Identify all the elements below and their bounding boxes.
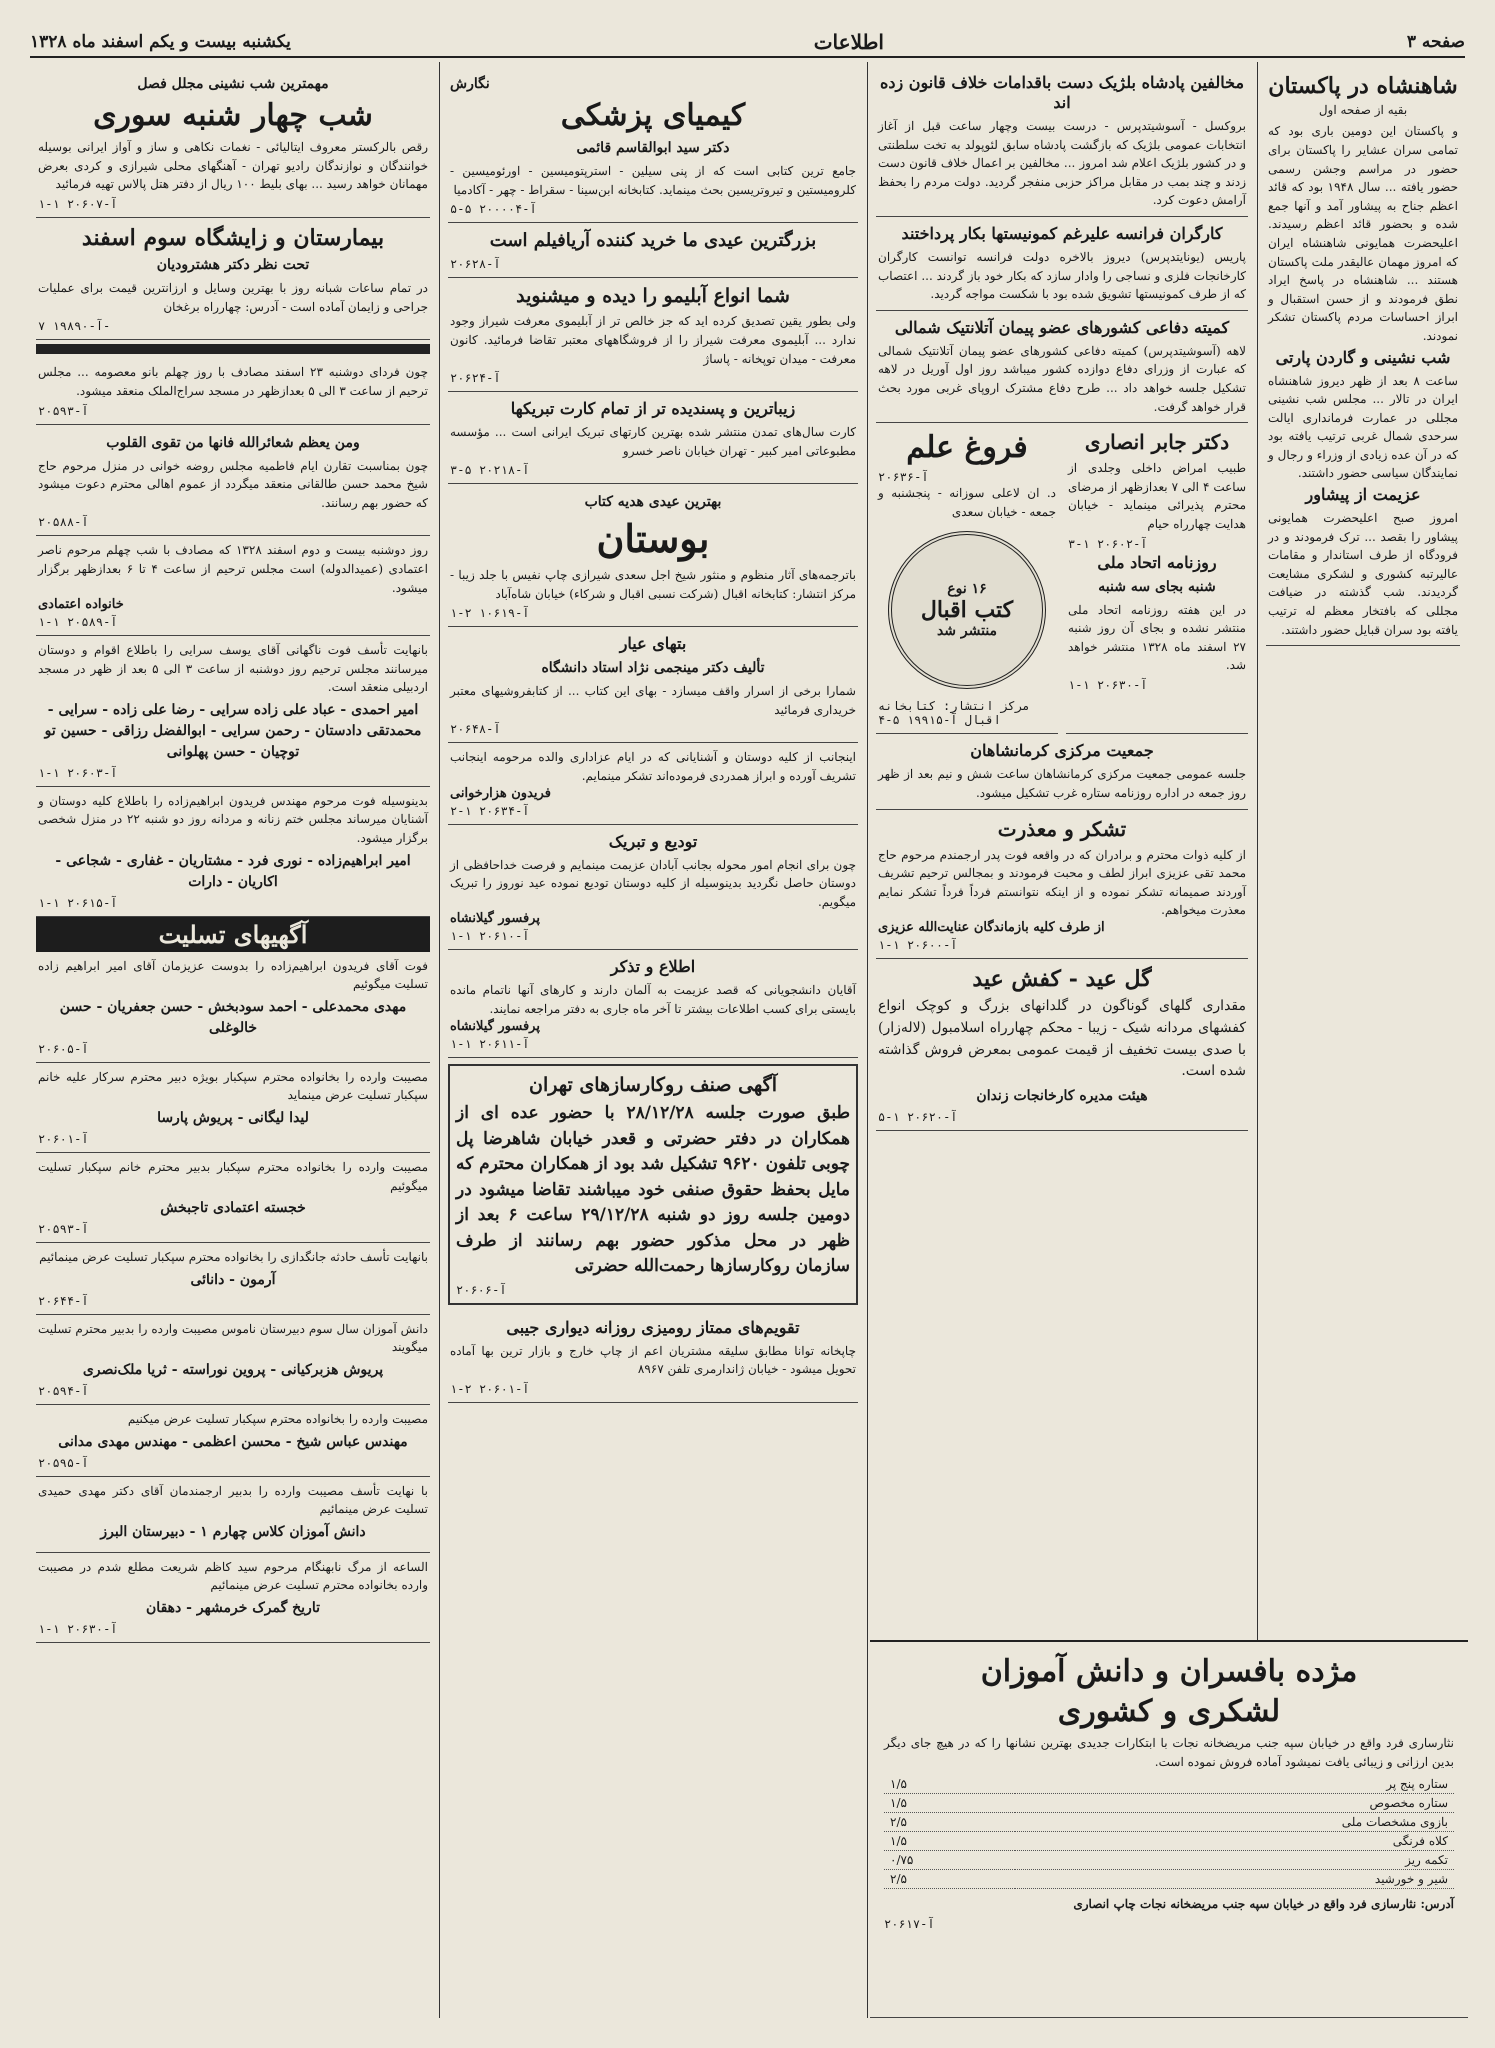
- ad-code: آ-۲۰۶۰۶: [456, 1282, 507, 1297]
- ad-memorial-3: [36, 536, 430, 636]
- ad-body: د. ان لاعلی سوزانه - پنجشنبه و جمعه - خیابان سعدی: [878, 486, 1056, 519]
- ad-code: آ-۲۰۶۳۴ ۱-۲: [450, 803, 530, 818]
- ad-names: پریوش هزبرکیانی - پروین نوراسته - ثریا ملک‌نصری: [82, 1362, 384, 1379]
- ad-names: تاریخ گمرک خرمشهر - دهقان: [146, 1599, 320, 1616]
- price-row: [884, 1851, 1454, 1870]
- ad-signature: خانواده اعتمادی: [38, 597, 124, 613]
- article-body: ساعت ۸ بعد از ظهر دیروز شاهنشاه ایران در تالار ... مجلس شب نشینی مجللی در عمارت فرمانداری ایالت سرحدی شمال غربی ترتیب یافته بود که در آن عده زیادی از وزراء و رجال و نمایندگان سیاسی حضور داشتند.: [1268, 373, 1458, 481]
- ad-title: بزرگترین عیدی ما خرید کننده آریافیلم است: [489, 230, 817, 252]
- article-body: لاهه (آسوشیتدپرس) کمیته دفاعی کشورهای عضو پیمان آتلانتیک شمالی که عبارت از وزرای دفاع دوازده کشور میباشد روز اول آوریل در لاهه تشکیل جلسه خواهد داد ... طرح دفاع مشترک اروپای غربی مورد بحث قرار خواهد گرفت.: [878, 343, 1246, 414]
- ad-signature: هیئت مدیره کارخانجات زندان: [976, 1088, 1148, 1105]
- ad-farewell: [448, 825, 858, 951]
- ad-code: آ-۲۰۶۱۱ ۱-۱: [450, 1036, 530, 1051]
- masthead: [30, 28, 1465, 58]
- ad-code: آ-۲۰۶۳۰ ۱-۱: [1068, 677, 1148, 692]
- ad-eid-flowers-shoes: [876, 959, 1248, 1131]
- ad-notice-students: [448, 950, 858, 1057]
- ad-title: آگهی صنف روکارسازهای تهران: [529, 1073, 777, 1096]
- ad-bot-haye-ayar: [448, 627, 858, 743]
- ad-code: آ-۲۰۶۲۸: [450, 256, 501, 271]
- item-name: تکمه ریز: [1015, 1851, 1454, 1870]
- ad-code: آ-۲۰۵۹۳: [38, 403, 89, 418]
- section-title-condolences: آگهیهای تسلیت: [36, 917, 430, 952]
- ad-title: ومن یعظم شعائرالله فانها من تقوی القلوب: [106, 434, 360, 451]
- article-headline: شاهنشاه در پاکستان: [1268, 73, 1458, 99]
- ad-body: باترجمه‌های آثار منظوم و منثور شیخ اجل سعدی شیرازی چاپ نفیس با جلد زیبا - مرکز انتشار: کتابخانه اقبال (شرکت نسبی اقبال و شرکاء) خیابان شاه‌آباد: [450, 568, 856, 601]
- ad-names: آرمون - دانائی: [190, 1271, 276, 1288]
- article-subhead: شب نشینی و گاردن پارتی: [1275, 347, 1451, 367]
- condolence-7: [36, 1477, 430, 1553]
- ad-body: طبق صورت جلسه ۲۸/۱۲/۲۸ با حضور عده ای از همکاران در دفتر حضرتی و قعدر خیابان شاهرضا پل چوبی تلفون ۹۶۲۰ تشکیل شد بود از همکاران محترم که مایل بحفظ حقوق صنفی خود میباشند تقاضا میشود در دومین جلسه روز دو شنبه ۲۹/۱۲/۲۸ ساعت ۶ بعد از ظهر در محل مذکور حضور بهم رسانند از طرف سازمان روکارسازها رحمت‌الله حضرتی: [456, 1103, 850, 1277]
- ad-body: جامع ترین کتابی است که از پنی سیلین - استرپتومیسین - اورئومیسین - کلرومیستین و تیروتریسین بحث مینماید. کتابخانه ابن‌سینا - سقراط - چهر - آکادمیا: [450, 164, 856, 197]
- ad-footer: آدرس: نثارسازی فرد واقع در خیابان سپه جنب مریضخانه نجات چاپ انصاری: [1073, 1897, 1454, 1912]
- ad-code: آ-۲۰۶۰۰ ۱-۱: [878, 937, 958, 952]
- ad-title: تقویم‌های ممتاز رومیزی روزانه دیواری جیبی: [506, 1317, 800, 1337]
- ad-title: مژده بافسران و دانش آموزان: [980, 1654, 1358, 1689]
- ad-code: آ-۲۰۶۱۰ ۱-۱: [450, 929, 530, 944]
- ad-memorial-2: [36, 425, 430, 537]
- item-price: ۱/۵: [884, 1775, 1015, 1794]
- item-price: ۲/۵: [884, 1813, 1015, 1832]
- ad-lemon-juice: [448, 278, 858, 393]
- ad-memorial-4: [36, 636, 430, 787]
- ad-code: آ-۲۰۶۰۷ ۱-۱: [38, 196, 118, 211]
- article-france-workers: [876, 217, 1248, 311]
- ad-subtitle: شنبه بجای سه شنبه: [1098, 578, 1216, 595]
- ad-memorial-5: [36, 787, 430, 917]
- ad-code: آ-۲۰۶۰۵: [38, 1041, 89, 1056]
- article-belgium: [876, 66, 1248, 217]
- article-subhead: عزیمت از پیشاور: [1305, 485, 1421, 505]
- item-price: ۱/۵: [884, 1794, 1015, 1813]
- item-name: بازوی مشخصات ملی: [1015, 1813, 1454, 1832]
- ad-code: آ-۲۰۶۰۲ ۱-۳: [1068, 536, 1148, 551]
- ad-calendars: [448, 1311, 858, 1403]
- article-subhead: بقیه از صفحه اول: [1318, 103, 1408, 118]
- condolence-1: [36, 952, 430, 1063]
- ad-title: بتهای عیار: [619, 634, 687, 654]
- ad-code: آ-۱۹۸۹۰ ۷-: [38, 319, 111, 334]
- ad-body: کارت سال‌های تمدن منتشر شده بهترین کارتهای تبریک ایرانی است ... مؤسسه مطبوعاتی امیر کبیر - تهران خیابان ناصر خسرو: [450, 425, 856, 458]
- item-price: ۱/۵: [884, 1832, 1015, 1851]
- paper-name: اطلاعات: [813, 30, 884, 54]
- ad-signature: از طرف کلیه بازماندگان عنایت‌الله عزیزی: [878, 919, 1105, 935]
- ad-code: آ-۲۰۶۱۷: [884, 1916, 935, 1931]
- ad-big-title: بوستان: [596, 516, 710, 562]
- ad-body: جلسه عمومی جمعیت مرکزی کرمانشاهان ساعت شش و نیم بعد از ظهر روز جمعه در اداره روزنامه ستاره غرب تشکیل میشود.: [878, 767, 1246, 800]
- ad-body: چون برای انجام امور محوله بجانب آبادان عزیمت مینمایم و فرصت خداحافظی از دوستان حاصل نگردید بدینوسیله از کلیه دوستان تودیع نموده عید نوروز را تبریک میگویم.: [450, 857, 856, 909]
- black-rule: [36, 344, 430, 354]
- ad-label: نگارش: [450, 76, 490, 92]
- ad-title: لشکری و کشوری: [1057, 1694, 1281, 1729]
- ad-code: آ-۲۰۶۰۳ ۱-۱: [38, 765, 118, 780]
- ad-title: زیباترین و پسندیده تر از تمام کارت تبریکها: [510, 399, 796, 419]
- ad-body: مقداری گلهای گوناگون در گلدانهای بزرگ و کوچک انواع کفشهای مردانه شیک - زیبا - محکم چهارراه اسلامبول (لاله‌زار) با صدی بیست تخفیف از قیمت عمومی بمعرض فروش گذاشته شده است.: [878, 998, 1246, 1080]
- ad-body: ولی بطور یقین تصدیق کرده اید که جز خالص تر از آبلیموی معرفت شیراز وجود ندارد ... آبلیموی معرفت شیراز را از فروشگاههای معتبر تقاضا فرمائید. کانون معرفت - میدان توپخانه - پاساژ: [450, 314, 856, 366]
- page-number: صفحه ۳: [1406, 32, 1465, 52]
- ad-subtitle: مهمترین شب نشینی مجلل فصل: [137, 76, 329, 92]
- item-price: ۲/۵: [884, 1870, 1015, 1889]
- condolence-3: [36, 1153, 430, 1243]
- ad-code: آ-۲۰۶۰۱: [38, 1132, 89, 1147]
- ad-names: دانش آموزان کلاس چهارم ۱ - دبیرستان البرز: [100, 1523, 366, 1540]
- ad-kimiaye-pezeshki: [448, 66, 858, 223]
- ad-body: روز دوشنبه بیست و دوم اسفند ۱۳۲۸ که مصادف با شب چهلم مرحوم ناصر اعتمادی (عمیدالدوله) است مجلس ترحیم از ساعت ۴ تا ۶ بعدازظهر برگزار میشود.: [38, 543, 428, 595]
- ad-chaharshanbe-souri: [36, 66, 430, 218]
- ad-body: چون فردای دوشنبه ۲۳ اسفند مصادف با روز چهلم بانو معصومه ... مجلس ترحیم از ساعت ۳ الی ۵ بعدازظهر در مسجد سراج‌الملک منعقد میشود.: [38, 365, 428, 398]
- ad-greeting-cards: [448, 392, 858, 484]
- ad-title: گل عید - کفش عید: [972, 965, 1152, 992]
- condolence-4: [36, 1243, 430, 1315]
- seal-text: کتب اقبال: [920, 597, 1014, 624]
- ad-signature: فریدون هزارخوانی: [450, 785, 551, 801]
- ad-title: بیمارستان و زایشگاه سوم اسفند: [81, 224, 385, 251]
- ad-code: آ-۲۰۶۱۵ ۱-۱: [38, 895, 118, 910]
- ad-body: رقص بالرکستر معروف ایتالیائی - نغمات نکاهی و ساز و آواز ایرانی بوسیله خوانندگان و نوازندگان رادیو تهران - آهنگهای محلی شیرازی و کردی بعرض مهمانان خواهد رسید ... بهای بلیط ۱۰۰ ریال از دفتر هتل پالاس تهیه فرمائید: [38, 140, 428, 192]
- ad-signature: پرفسور گیلانشاه: [450, 911, 540, 927]
- article-body: بروکسل - آسوشیتدپرس - درست بیست وچهار ساعت قبل از آغاز انتخابات عمومی بلژیک که بازگشت پادشاه سابق لئوپولد به تخت سلطنتی و در کشور بلژیک اعلام شد امروز ... مخالفین بر اعمال خلاف قانون دست زدند و چند بمب در مقابل مراکز حزبی منفجر گردید. دولت مردم را بحفظ آرامش دعوت کرد.: [878, 119, 1246, 208]
- article-headline: کمیته دفاعی کشورهای عضو پیمان آتلانتیک شمالی: [894, 317, 1230, 337]
- ad-names: امیر احمدی - عباد علی زاده سرایی - رضا علی زاده - سرایی - محمدتقی دادستان - رحمن سرایی - ابوالفضل رزاقی - حسین تو توچیان - حسن پهلوانی: [44, 701, 422, 760]
- ad-code: آ-۲۰۶۳۰ ۱-۱: [38, 1621, 118, 1636]
- ad-kermanshah-society: [876, 734, 1248, 809]
- ad-code: آ-۲۰۵۹۴: [38, 1384, 89, 1399]
- ad-code: آ-۲۰۵۸۸: [38, 515, 89, 530]
- ad-body: بانهایت تأسف فوت ناگهانی آقای یوسف سرایی را باطلاع اقوام و دوستان میرسانند مجلس ترحیم روز دوشنبه از ساعت ۳ الی ۵ بعد از ظهر در مسجد اردبیلی منعقد است.: [38, 643, 428, 695]
- ad-guild-notice: [448, 1064, 858, 1305]
- ad-code: آ-۲۰۵۹۳: [38, 1222, 89, 1237]
- ad-names: مهندس عباس شیخ - محسن اعظمی - مهندس مهدی مدانی: [58, 1433, 408, 1450]
- condolence-8: [36, 1553, 430, 1643]
- ad-title: شما انواع آبلیمو را دیده و میشنوید: [516, 284, 790, 307]
- article-nato-committee: [876, 311, 1248, 423]
- ad-aria-film: [448, 223, 858, 278]
- ad-title: فروغ علم: [906, 430, 1028, 466]
- column-notices: [28, 62, 438, 2018]
- ad-doctor-jaber-ansari: [1066, 423, 1248, 734]
- article-headline: مخالفین پادشاه بلژیک دست باقدامات خلاف قانون زده اند: [879, 73, 1245, 112]
- ad-author: دکتر سید ابوالقاسم قائمی: [576, 140, 730, 156]
- ad-code: آ-۲۰۵۸۹ ۱-۱: [38, 615, 118, 630]
- article-shah-pakistan: [1266, 66, 1460, 646]
- ad-body: طبیب امراض داخلی وجلدی از ساعت ۴ الی ۷ بعدازظهر از مرضای محترم پذیرائی مینماید - خیابان هدایت چهارراه حیام: [1068, 461, 1247, 531]
- condolence-5: [36, 1315, 430, 1405]
- ad-title: دکتر جابر انصاری: [1084, 430, 1230, 455]
- seal-text: منتشر شد: [936, 623, 998, 640]
- condolence-6: [36, 1405, 430, 1477]
- ad-body: دانش آموزان سال سوم دبیرستان ناموس مصیبت وارده را بدبیر محترم تسلیت میگویند: [38, 1321, 428, 1355]
- item-price: ۰/۷۵: [884, 1851, 1015, 1870]
- ad-title: بهترین عیدی هدیه کتاب: [584, 494, 722, 511]
- item-name: شیر و خورشید: [1015, 1870, 1454, 1889]
- ad-body: بانهایت تأسف حادثه جانگدازی را بخانواده محترم سپکبار تسلیت عرض مینمائیم: [39, 1250, 428, 1265]
- price-row: [884, 1794, 1454, 1813]
- article-body: و پاکستان این دومین باری بود که تمامی سران عشایر را پاکستان برای حضور در مراسم وجشن رسمی حضور یافته ... سال ۱۹۴۸ بود که قائد اعظم جناح به پیشاور آمد و آنها جمع شده و بحضور قائد اعظم رسیدند. اعلیحضرت همایونی شاهنشاه ایران که امروز مهمان عالیقدر ملت پاکستان هستند ... شاهنشاه در پاسخ ایراد نطق فرمودند و از حسن استقبال و ابراز احساسات مردم پاکستان تشکر نمودند.: [1268, 124, 1458, 343]
- ad-body: فوت آقای فریدون ابراهیم‌زاده را بدوست عزیزمان آقای امیر ابراهیم زاده تسلیت میگوئیم: [38, 958, 428, 992]
- ad-code: آ-۲۰۶۲۴: [450, 371, 501, 386]
- ad-body: چاپخانه توانا مطابق سلیقه مشتریان اعم از چاپ خارج و بازار ترین بها آماده تحویل میشود - خیابان ژاندارمری تلفن ۸۹۶۷: [450, 1343, 856, 1377]
- ad-code: مرکز انتشار: کتابخانه اقبال آ-۱۹۹۱۵ ۵-۴: [878, 699, 1030, 728]
- ad-names: مهدی محمدعلی - احمد سودبخش - حسن جعفریان - حسن خالوغلی: [59, 998, 407, 1036]
- ad-thanks-hezarkhani: [448, 743, 858, 824]
- ad-code: آ-۲۰۶۰۱ ۲-۱: [450, 1381, 530, 1396]
- ad-names: امیر ابراهیم‌زاده - نوری فرد - مشتاریان - غفاری - شجاعی - اکاریان - دارات: [55, 852, 411, 890]
- price-row: [884, 1813, 1454, 1832]
- ad-title: جمعیت مرکزی کرمانشاهان: [970, 741, 1154, 761]
- ad-thanks-apology: [876, 810, 1248, 959]
- ad-code: آ-۱۰۶۱۹ ۲-۱: [450, 606, 530, 621]
- ad-hospital: [36, 218, 430, 341]
- ad-author: تألیف دکتر مینجمی نژاد استاد دانشگاه: [541, 660, 765, 677]
- ad-body: اینجانب از کلیه دوستان و آشنایانی که در ایام عزاداری والده مرحومه اینجانب تشریف آورده و ابراز همدردی فرموده‌اند تشکر مینمایم.: [450, 750, 856, 783]
- item-name: ستاره پنج پر: [1015, 1775, 1454, 1794]
- ad-code: آ-۲۰۶۴۴: [38, 1293, 89, 1308]
- ad-title: اطلاع و تذکر: [610, 957, 696, 977]
- ad-body: نثارساری فرد واقع در خیابان سپه جنب مریضخانه نجات با ابتکارات جدیدی بهترین نشانها را که در هیچ جای دیگر بدین ارزانی و زیبائی یافت نمیشود آماده فروش نموده است.: [884, 1736, 1454, 1769]
- price-row: [884, 1870, 1454, 1889]
- ad-memorial-1: [36, 358, 430, 424]
- ad-code: آ-۲۰۶۳۶: [878, 470, 929, 485]
- ad-title: تشکر و معذرت: [997, 816, 1127, 841]
- ad-body: با نهایت تأسف مصیبت وارده را بدبیر ارجمندمان آقای دکتر مهدی حمیدی تسلیت عرض مینمائیم: [38, 1483, 428, 1517]
- condolence-2: [36, 1063, 430, 1153]
- ad-title: روزنامه اتحاد ملی: [1097, 552, 1217, 572]
- ad-insignia-shop: [870, 1640, 1468, 2018]
- ad-code: آ-۲۰۰۰۰۴ ۵-۵: [450, 202, 537, 217]
- ad-body: الساعه از مرگ نابهنگام مرحوم سید کاظم شریعت مطلع شدم در مصیبت وارده بخانواده محترم تسلیت عرض مینمائیم: [38, 1559, 428, 1593]
- ad-code: آ-۲۰۲۱۸ ۵-۳: [450, 463, 530, 478]
- ad-title: شب چهار شنبه سوری: [93, 98, 373, 133]
- seal-text: ۱۶ نوع: [947, 581, 987, 598]
- ad-boustan-book: [448, 484, 858, 627]
- ad-body: مصیبت وارده را بخانواده محترم سپکبار بویژه دبیر محترم سرکار علیه خانم سپکبار تسلیت عرض مینماید: [38, 1069, 428, 1103]
- ad-code: آ-۲۰۶۴۸: [450, 722, 501, 737]
- item-name: کلاه فرنگی: [1015, 1832, 1454, 1851]
- ad-body: بدینوسیله فوت مرحوم مهندس فریدون ابراهیم‌زاده را باطلاع کلیه دوستان و آشنایان میرساند مجلس ختم زنانه و مردانه روز دو شنبه ۲۲ در منزل شخصی برگزار میشود.: [38, 793, 428, 846]
- ad-body: مصیبت وارده را بخانواده محترم سپکبار تسلیت عرض میکنیم: [127, 1412, 428, 1427]
- ad-body: آقایان دانشجویانی که قصد عزیمت به آلمان دارند و کارهای آنها ناتمام مانده بایستی برای کسب اطلاعات بیشتر تا آخر ماه جاری به دفتر مراجعه نمایند.: [450, 983, 856, 1016]
- price-row: [884, 1832, 1454, 1851]
- price-table: [884, 1775, 1454, 1889]
- ad-subtitle: تحت نظر دکتر هشترودیان: [156, 257, 310, 274]
- ad-title: تودیع و تبریک: [608, 831, 698, 851]
- article-body: پاریس (یونایتدپرس) دیروز بالاخره دولت فرانسه توانست کارگران کارخانجات فلزی و نساجی را وادار سازد که بکار خود باز گردند ... اعتصاب که از طرف کمونیستها تشویق شده بود با شکست مواجه گردید.: [878, 249, 1246, 302]
- ad-names: لیدا لیگانی - پریوش پارسا: [157, 1110, 309, 1127]
- ad-body: از کلیه ذوات محترم و برادران که در واقعه فوت پدر ارجمندم مرحوم حاج محمد تقی عزیزی ابراز لطف و محبت فرمودند و بمجالس ترحیم تشریف آوردند صمیمانه تشکر نموده و از اینکه نتوانستم فرداً فرداً تشکر نمایم معذرت میخواهم.: [878, 847, 1246, 918]
- ad-code: آ-۲۰۶۲۰ ۱-۵: [878, 1110, 958, 1125]
- column-ads-middle: [440, 62, 866, 2018]
- article-body: امروز صبح اعلیحضرت همایونی پیشاور را بقصد ... ترک فرمودند و در فرودگاه از طرف استاندار و مقامات عالیرتبه کشوری و لشکری مشایعت گردیدند. شب گذشته در ضیافت مجللی که بافتخار معظم له ترتیب یافته بود سران قبایل حضور داشتند.: [1268, 511, 1458, 637]
- issue-date: یکشنبه بیست و یکم اسفند ماه ۱۳۲۸: [30, 32, 291, 52]
- price-row: [884, 1775, 1454, 1794]
- ad-body: چون بمناسبت تقارن ایام فاطمیه مجلس روضه خوانی در منزل مرحوم حاج شیخ محمد حسن طالقانی منعقد میگردد از عموم اهالی محترم دعوت میشود که حضور بهم رسانند.: [38, 458, 428, 510]
- article-headline: کارگران فرانسه علیرغم کمونیستها بکار پرداختند: [901, 223, 1223, 243]
- ad-code: آ-۲۰۵۹۵: [38, 1455, 89, 1470]
- ad-body: در تمام ساعات شبانه روز با بهترین وسایل و ارزانترین قیمت برای عملیات جراحی و زایمان آماده است - آدرس: چهارراه برغخان: [38, 281, 428, 314]
- ad-body: شمارا برخی از اسرار واقف میسازد - بهای این کتاب ... از کتابفروشیهای معتبر خریداری فرمائید: [450, 684, 856, 717]
- iqbal-books-seal-icon: [888, 531, 1046, 689]
- ad-body: در این هفته روزنامه اتحاد ملی منتشر نشده و بجای آن روز شنبه ۲۷ اسفند ماه ۱۳۲۸ منتشر خواهد شد.: [1068, 602, 1246, 673]
- ad-forough-elm: [876, 423, 1058, 734]
- item-name: ستاره مخصوص: [1015, 1794, 1454, 1813]
- ad-signature: پرفسور گیلانشاه: [450, 1018, 540, 1034]
- ad-body: مصیبت وارده را بخانواده محترم سپکبار بدبیر محترم خانم سپکبار تسلیت میگوئیم: [38, 1160, 428, 1193]
- ad-names: خجسته اعتمادی تاجبخش: [160, 1200, 306, 1217]
- ad-title: کیمیای پزشکی: [560, 98, 746, 133]
